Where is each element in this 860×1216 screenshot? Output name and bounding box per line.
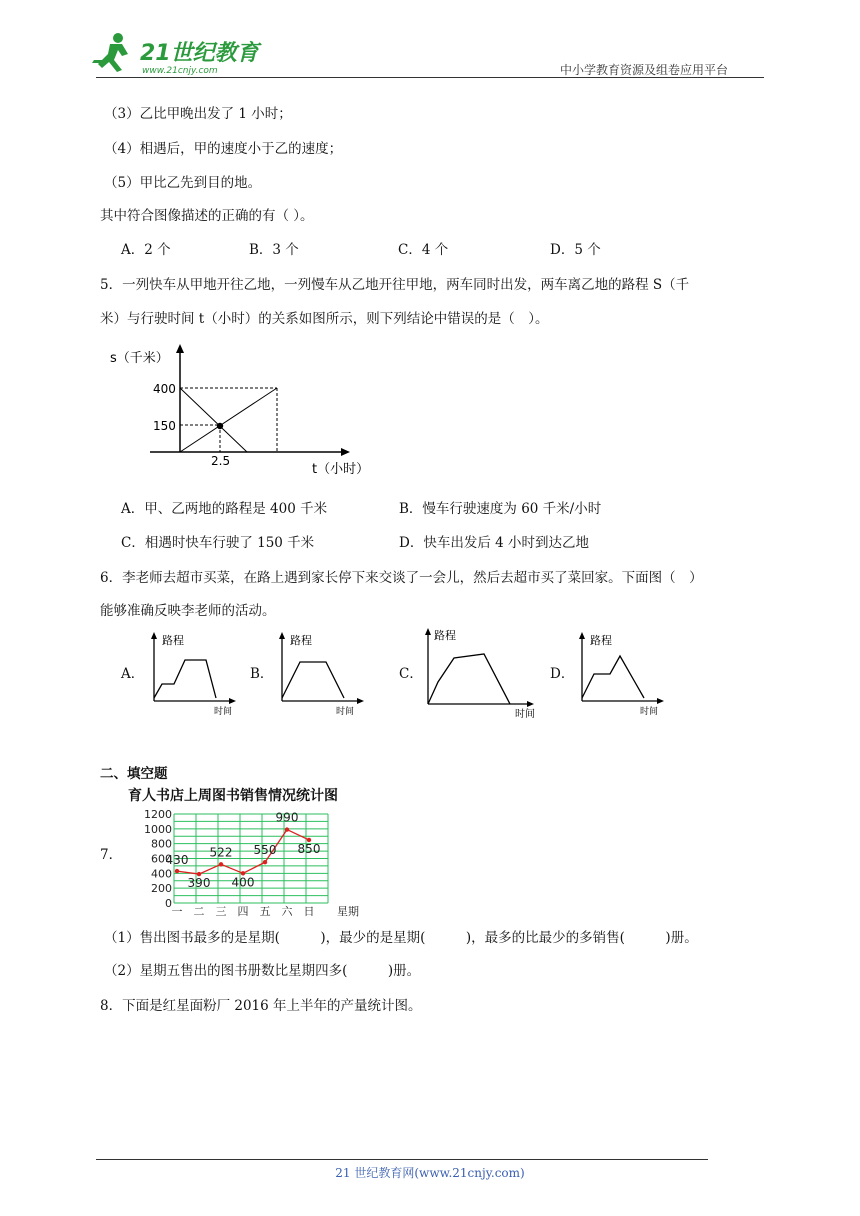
data-label: 522 (209, 845, 233, 860)
q6-option-b[interactable]: B． (250, 666, 274, 682)
footer-text: 21 世纪教育网(www.21cnjy.com) (335, 1166, 525, 1180)
q6-text-line1: 6．李老师去超市买菜，在路上遇到家长停下来交谈了一会儿，然后去超市买了菜回家。下面图（ ） (100, 570, 703, 586)
q7-number: 7． (100, 847, 123, 863)
data-label: 850 (297, 841, 321, 856)
q6-d-ylabel: 路程 (590, 634, 612, 647)
q7-sub1: （1）售出图书最多的是星期( )，最少的是星期( )，最多的比最少的多销售( )册。 (104, 930, 698, 946)
x-tick-label: 一 (171, 905, 183, 918)
y-tick-label: 800 (151, 837, 172, 851)
x-tick-label: 二 (193, 905, 205, 918)
book-sales-chart (130, 806, 370, 918)
q5-x-2.5: 2.5 (211, 454, 231, 468)
q6-c-ylabel: 路程 (434, 629, 456, 642)
q6-option-d[interactable]: D． (550, 666, 575, 682)
q5-ylabel: s（千米） (110, 351, 169, 366)
q4-option-a[interactable]: A．2 个 (121, 242, 171, 258)
q4-statement-4: （4）相遇后，甲的速度小于乙的速度； (104, 141, 343, 157)
y-tick-label: 1200 (144, 808, 172, 821)
q6-a-ylabel: 路程 (162, 634, 184, 647)
q5-distance-time-graph (100, 340, 400, 480)
q6-text-line2: 能够准确反映李老师的活动。 (100, 603, 276, 619)
q5-option-b[interactable]: B．慢车行驶速度为 60 千米/小时 (399, 501, 602, 517)
y-tick-label: 600 (151, 852, 172, 866)
x-tick-label: 六 (281, 905, 293, 918)
x-tick-label: 四 (237, 905, 249, 918)
y-tick-label: 0 (165, 897, 172, 910)
q6-a-xlabel: 时间 (214, 707, 233, 717)
q5-option-a[interactable]: A．甲、乙两地的路程是 400 千米 (121, 501, 328, 517)
platform-name: 中小学教育资源及组卷应用平台 (560, 63, 729, 77)
q6-option-c[interactable]: C． (399, 666, 423, 682)
data-point (285, 827, 289, 831)
logo-brand: 21世纪教育 (140, 41, 259, 66)
q6-graph-c[interactable] (418, 624, 543, 722)
q6-b-ylabel: 路程 (290, 634, 312, 647)
data-label: 990 (275, 810, 299, 825)
section-title: 二、填空题 (100, 766, 168, 782)
q6-graph-a[interactable] (140, 628, 240, 718)
data-label: 550 (253, 843, 277, 858)
data-point (219, 862, 223, 866)
x-tick-label: 五 (259, 905, 271, 918)
data-label: 430 (165, 853, 189, 868)
q4-option-b[interactable]: B．3 个 (249, 242, 299, 258)
data-label: 400 (231, 875, 255, 890)
x-tick-label: 日 (303, 905, 315, 918)
data-point (263, 860, 267, 864)
q4-statement-3: （3）乙比甲晚出发了 1 小时； (104, 106, 292, 122)
y-tick-label: 400 (151, 867, 172, 881)
q6-b-xlabel: 时间 (336, 707, 355, 717)
q5-xlabel: t（小时） (312, 462, 370, 477)
logo-url: www.21cnjy.com (142, 66, 218, 76)
logo (92, 30, 272, 76)
q4-question: 其中符合图像描述的正确的有（ ）。 (100, 208, 314, 224)
q6-d-xlabel: 时间 (640, 707, 659, 717)
y-tick-label: 1000 (144, 822, 172, 836)
q6-c-xlabel: 时间 (515, 709, 535, 720)
q4-statement-5: （5）甲比乙先到目的地。 (104, 175, 262, 191)
q6-graph-b[interactable] (268, 628, 368, 718)
q5-text-line2: 米）与行驶时间 t（小时）的关系如图所示，则下列结论中错误的是（ ）。 (100, 311, 549, 327)
q4-option-d[interactable]: D．5 个 (550, 242, 601, 258)
q4-option-c[interactable]: C．4 个 (398, 242, 449, 258)
q5-option-c[interactable]: C．相遇时快车行驶了 150 千米 (121, 535, 315, 551)
x-tick-label: 三 (215, 905, 227, 918)
data-label: 390 (187, 876, 211, 891)
q8-text: 8．下面是红星面粉厂 2016 年上半年的产量统计图。 (100, 998, 422, 1014)
footer-divider (96, 1159, 708, 1160)
q7-sub2: （2）星期五售出的图书册数比星期四多( )册。 (104, 963, 421, 979)
q5-y-150: 150 (153, 419, 176, 433)
q5-y-400: 400 (153, 382, 176, 396)
q6-graph-d[interactable] (568, 628, 668, 718)
y-tick-label: 200 (151, 882, 172, 896)
x-axis-label: 星期 (337, 905, 359, 918)
q5-option-d[interactable]: D．快车出发后 4 小时到达乙地 (399, 535, 589, 551)
data-point (175, 869, 179, 873)
q5-text-line1: 5．一列快车从甲地开往乙地，一列慢车从乙地开往甲地，两车同时出发，两车离乙地的路程 S（千 (100, 277, 690, 293)
q6-option-a[interactable]: A． (121, 666, 145, 682)
header-divider (96, 77, 764, 78)
chart-title: 育人书店上周图书销售情况统计图 (128, 788, 338, 804)
